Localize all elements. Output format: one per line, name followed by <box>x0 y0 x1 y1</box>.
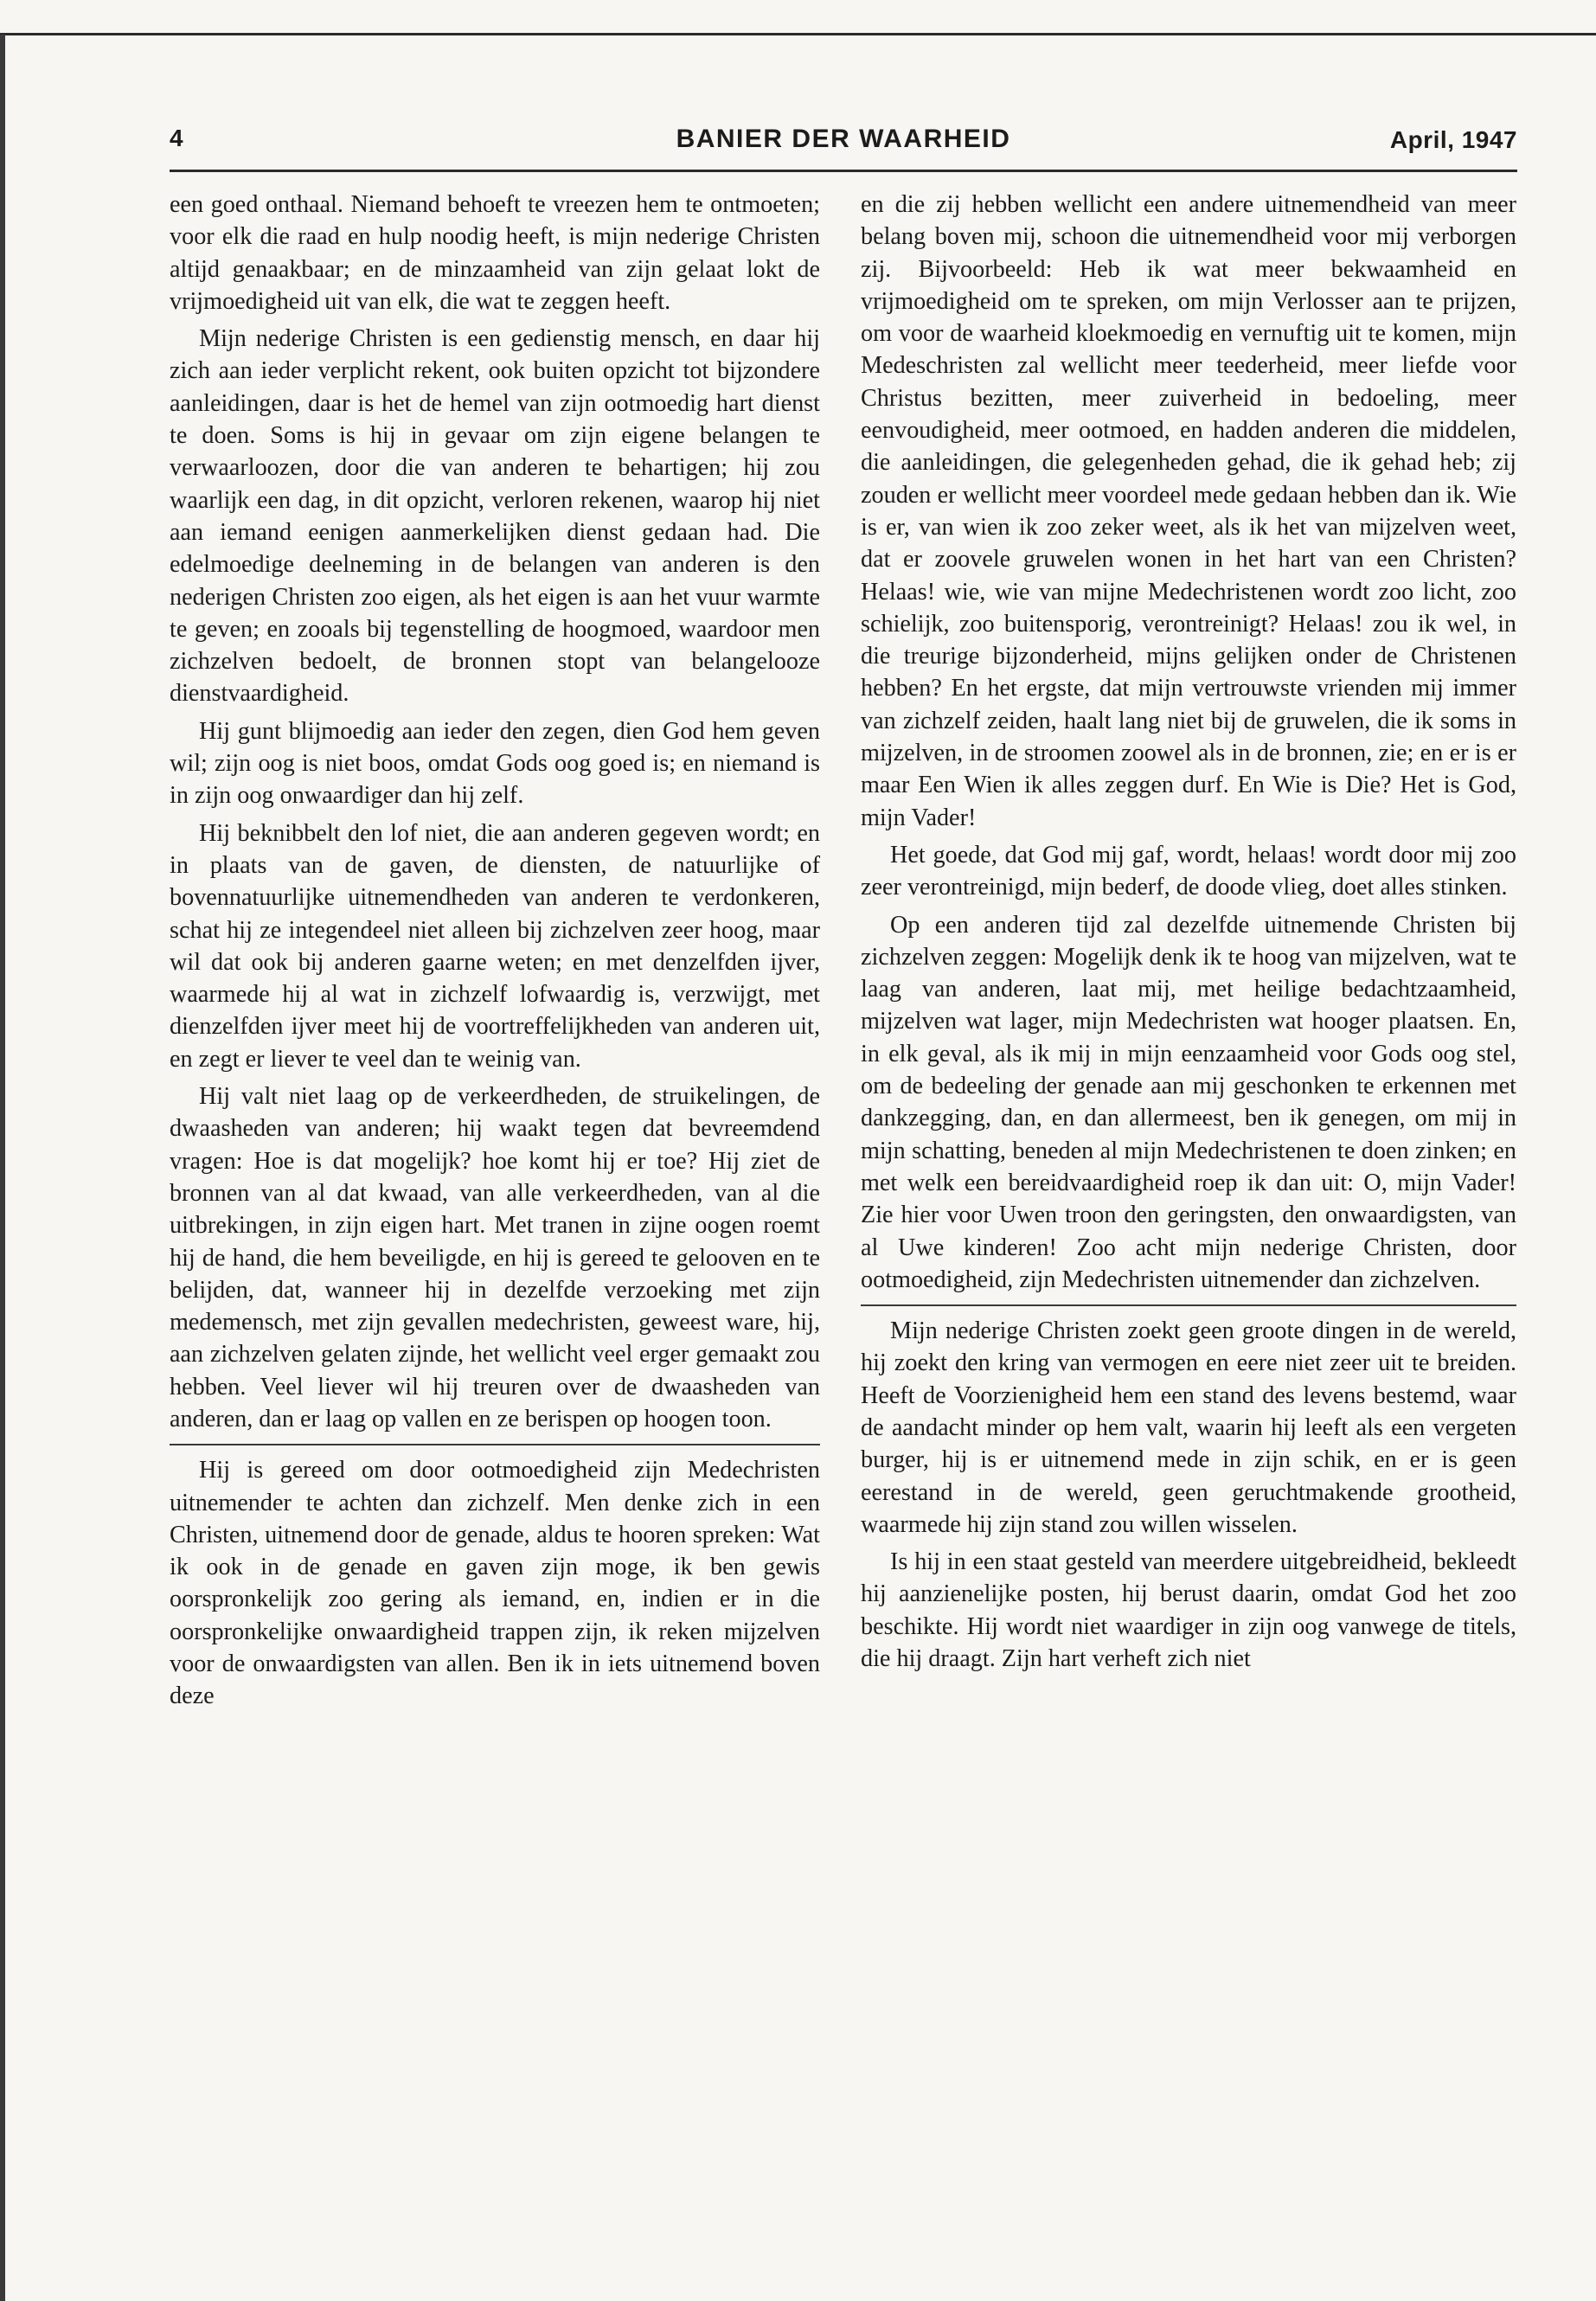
right-paragraph-3: Op een anderen tijd zal dezelfde uitnemende Christen bij zichzelven zeggen: Mogelijk denk ik te hoog van mijzelven, wat te laag van anderen, laat mij, met heilige bedachtzaamheid, mijzelven wat lager, mijn Medechristen wat hooger plaatsen. En, in elk geval, als ik mij in mijn eenzaamheid voor Gods oog stel, om de bedeeling der genade aan mij geschonken te erkennen met dankzegging, dan, en dan allermeest, ben ik genegen, om mij in mijn schatting, beneden al mijn Medechristenen te doen zinken; en met welk een bereidvaardigheid roep ik dan uit: O, mijn Vader! Zie hier voor Uwen troon den geringsten, den onwaardigsten, van al Uwe kinderen! Zoo acht mijn nederige Christen, door ootmoedigheid, zijn Medechristen uitnemender dan zichzelven. <box>861 911 1516 1293</box>
right-column <box>861 189 1516 2247</box>
left-paragraph-4: Hij beknibbelt den lof niet, die aan anderen gegeven wordt; en in plaats van de gaven, de diensten, de natuurlijke of bovennatuurlijke uitnemendheden van anderen te verdonkeren, schat hij ze integendeel niet alleen bij zichzelven zeer hoog, maar wil dat ook bij anderen gaarne weten; en met denzelfden ijver, waarmede hij al wat in zichzelf lofwaardig is, verzwijgt, met dienzelfden ijver meet hij de voortreffelijkheden van anderen uit, en zegt er liever te veel dan te weinig van. <box>170 819 820 1073</box>
left-column <box>170 189 820 2247</box>
right-paragraph-2: Het goede, dat God mij gaf, wordt, helaas! wordt door mij zoo zeer verontreinigd, mijn bederf, de doode vlieg, doet alles stinken. <box>861 841 1516 901</box>
left-paragraph-1: een goed onthaal. Niemand behoeft te vreezen hem te ontmoeten; voor elk die raad en hulp noodig heeft, is mijn nederige Christen altijd genaakbaar; en de minzaamheid van zijn gelaat lokt de vrijmoedigheid uit van elk, die wat te zeggen heeft. <box>170 191 820 315</box>
right-paragraph-4: Mijn nederige Christen zoekt geen groote dingen in de wereld, hij zoekt den kring van vermogen en eere niet zeer uit te breiden. Heeft de Voorzienigheid hem een stand des levens bestemd, waar de aandacht minder op hem valt, waarin hij leeft als een vergeten burger, hij is er uitnemend mede in zijn schik, en er is geen eerestand in de wereld, geen geruchtmakende grootheid, waarmede hij zijn stand zou willen wisselen. <box>861 1317 1516 1538</box>
left-paragraph-5: Hij valt niet laag op de verkeerdheden, de struikelingen, de dwaasheden van anderen; hij waakt tegen dat bevreemdend vragen: Hoe is dat mogelijk? hoe komt hij er toe? Hij ziet de bronnen van al dat kwaad, van alle verkeerdheden, van al die uitbrekingen, in zijn eigen hart. Met tranen in zijne oogen roemt hij de hand, die hem beveiligde, en hij is gereed te gelooven en te belijden, dat, wanneer hij in dezelfde verzoeking met zijn medemensch, met zijn gevallen medechristen, geweest ware, hij, aan zichzelven gelaten zijnde, het wellicht veel erger gemaakt zou hebben. Veel liever wil hij treuren over de dwaasheden van anderen, dan er laag op vallen en ze berispen op hoogen toon. <box>170 1083 820 1433</box>
right-section-rule <box>861 1304 1516 1306</box>
journal-title: BANIER DER WAARHEID <box>676 125 1011 153</box>
right-paragraph-1: en die zij hebben wellicht een andere uitnemendheid van meer belang boven mij, schoon die uitnemendheid voor mij verborgen zij. Bijvoorbeeld: Heb ik wat meer bekwaamheid en vrijmoedigheid om te spreken, om mijn Verlosser aan te prijzen, om voor de waarheid kloekmoedig en vernuftig uit te komen, mijn Medeschristen zal wellicht meer teederheid, meer liefde voor Christus bezitten, meer zuiverheid in bedoeling, meer eenvoudigheid, meer ootmoed, en hadden anderen die middelen, die aanleidingen, die gelegenheden gehad, die ik gehad heb; zij zouden er wellicht meer voordeel mede gedaan hebben dan ik. Wie is er, van wien ik zoo zeker weet, als ik het van mijzelven weet, dat er zoovele gruwelen wonen in het hart van een Christen? Helaas! wie, wie van mijne Medechristenen wordt zoo licht, zoo schielijk, zoo buitensporig, verontreinigt? Helaas! zou ik wel, in die treurige bijzonderheid, mijns gelijken onder de Christenen hebben? En het ergste, dat mijn vertrouwste vrienden mij immer van zichzelf zeiden, haalt lang niet bij de gruwelen, die ik soms in mijzelven, in de stroomen zoowel als in de bronnen, zie; en er is er maar Een Wien ik alles zeggen durf. En Wie is Die? Het is God, mijn Vader! <box>861 191 1516 831</box>
left-paragraph-6: Hij is gereed om door ootmoedigheid zijn Medechristen uitnemender te achten dan zichzelf. Men denke zich in een Christen, uitnemend door de genade, aldus te hooren spreken: Wat ik ook in de genade en gaven zijn moge, ik ben gewis oorspronkelijk zoo gering als iemand, en, indien er in die oorspronkelijke onwaardigheid trappen zijn, ik reken mijzelven voor de onwaardigsten van allen. Ben ik in iets uitnemend boven deze <box>170 1457 820 1710</box>
page-number: 4 <box>170 125 183 151</box>
left-paragraph-3: Hij gunt blijmoedig aan ieder den zegen, dien God hem geven wil; zijn oog is niet boos, omdat Gods oog goed is; en niemand is in zijn oog onwaardiger dan hij zelf. <box>170 717 820 810</box>
running-header <box>170 121 1517 164</box>
column-gutter <box>838 189 839 2247</box>
issue-date: April, 1947 <box>1389 126 1517 153</box>
scan-edge-left <box>0 35 5 2301</box>
left-section-rule <box>170 1444 820 1445</box>
right-paragraph-5: Is hij in een staat gesteld van meerdere uitgebreidheid, bekleedt hij aanzienelijke posten, hij berust daarin, omdat God het zoo beschikte. Hij wordt niet waardiger in zijn oog vanwege de titels, die hij draagt. Zijn hart verheft zich niet <box>861 1548 1516 1673</box>
scan-edge-top <box>0 33 1596 35</box>
header-rule <box>170 170 1517 172</box>
left-paragraph-2: Mijn nederige Christen is een gedienstig mensch, en daar hij zich aan ieder verplicht rekent, ook buiten opzicht tot bijzondere aanleidingen, daar is het de hemel van zijn ootmoedig hart dienst te doen. Soms is hij in gevaar om zijn eigene belangen te verwaarloozen, door die van anderen te behartigen; hij zou waarlijk een dag, in dit opzicht, verloren rekenen, waarop hij niet aan iemand eenigen aanmerkelijken dienst gedaan had. Die edelmoedige deelneming in de belangen van anderen is den nederigen Christen zoo eigen, als het eigen is aan het vuur warmte te geven; en zooals bij tegenstelling de hoogmoed, waardoor men zichzelven bedoelt, de bronnen stopt van belangelooze dienstvaardigheid. <box>170 325 820 708</box>
